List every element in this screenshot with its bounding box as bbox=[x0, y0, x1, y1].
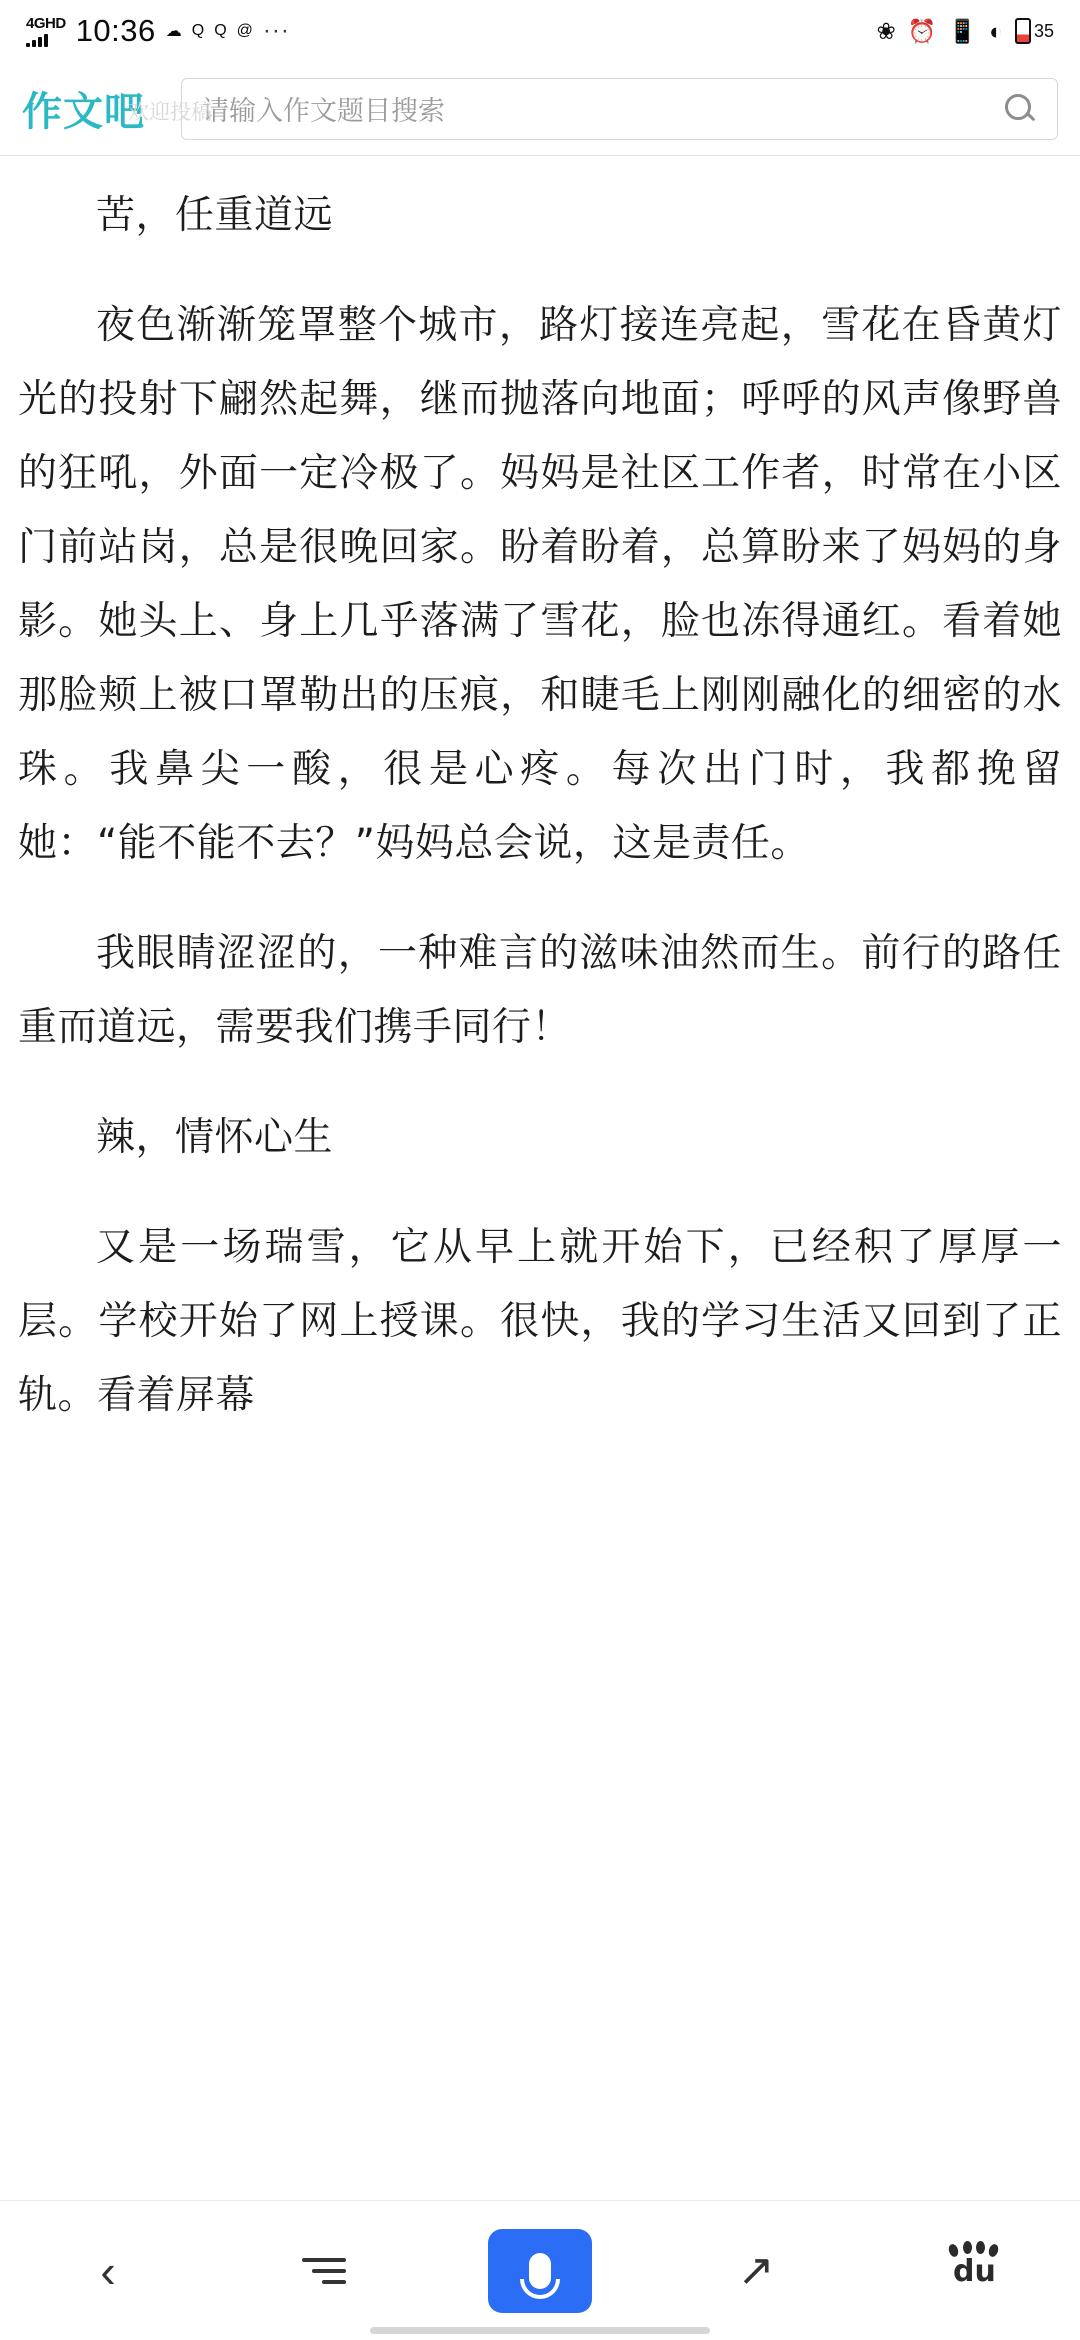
baidu-paw-icon bbox=[943, 2242, 1001, 2300]
more-dots-icon: ··· bbox=[262, 17, 290, 44]
qq-icon-2: Q bbox=[214, 22, 227, 39]
back-button[interactable] bbox=[48, 2221, 168, 2321]
article-paragraph: 夜色渐渐笼罩整个城市，路灯接连亮起，雪花在昏黄灯光的投射下翩然起舞，继而抛落向地面；呼呼的风声像野兽的狂吼，外面一定冷极了。妈妈是社区工作者，时常在小区门前站岗，总是很晚回家。盼着盼着，总算盼来了妈妈的身影。她头上、身上几乎落满了雪花，脸也冻得通红。看着她那脸颊上被口罩勒出的压痕，和睫毛上刚刚融化的细密的水珠。我鼻尖一酸，很是心疼。每次出门时，我都挽留她：“能不能不去？”妈妈总会说，这是责任。 bbox=[18, 303, 1062, 866]
home-indicator bbox=[370, 2327, 710, 2334]
vibrate-icon: 📱 bbox=[948, 17, 978, 44]
cloud-icon: ☁ bbox=[165, 23, 182, 40]
share-button[interactable] bbox=[696, 2221, 816, 2321]
search-input[interactable]: 请输入作文题目搜索 bbox=[202, 96, 445, 126]
voice-search-button[interactable] bbox=[480, 2221, 600, 2321]
network-indicator bbox=[26, 16, 66, 47]
wifi-icon: ◐ bbox=[989, 17, 1003, 44]
article-content[interactable] bbox=[0, 157, 1080, 2200]
search-bar[interactable] bbox=[181, 78, 1058, 140]
status-bar bbox=[0, 0, 1080, 62]
hamburger-menu-icon bbox=[302, 2258, 346, 2284]
status-bar-clock: 10:36 bbox=[75, 13, 156, 48]
network-type-label: 4GHD bbox=[26, 14, 66, 32]
menu-button[interactable] bbox=[264, 2221, 384, 2321]
bluetooth-icon: ❀ bbox=[876, 17, 896, 44]
article-subheading: 苦，任重道远 bbox=[96, 193, 334, 238]
search-icon[interactable] bbox=[1003, 92, 1037, 126]
status-bar-right bbox=[877, 18, 1055, 45]
microphone-icon bbox=[529, 2253, 551, 2289]
status-bar-left bbox=[26, 13, 290, 49]
qq-icon: Q bbox=[191, 22, 205, 39]
signal-bars-icon bbox=[26, 33, 48, 47]
site-logo[interactable]: 作文吧 bbox=[22, 89, 145, 135]
battery-icon bbox=[1015, 18, 1031, 44]
site-logo-subtext: 欢迎投稿 bbox=[128, 101, 212, 124]
share-arrow-icon: ↗ bbox=[737, 2245, 775, 2295]
app-header bbox=[0, 62, 1080, 156]
bottom-navigation-bar bbox=[0, 2200, 1080, 2340]
battery-indicator bbox=[1015, 18, 1054, 44]
chevron-left-icon: ‹ bbox=[100, 2244, 116, 2297]
article-subheading: 辣，情怀心生 bbox=[96, 1115, 334, 1160]
baidu-home-button[interactable] bbox=[912, 2221, 1032, 2321]
article-paragraph: 我眼睛涩涩的，一种难言的滋味油然而生。前行的路任重而道远，需要我们携手同行！ bbox=[18, 931, 1062, 1050]
alarm-icon: ⏰ bbox=[907, 17, 937, 44]
app-icon: @ bbox=[236, 22, 253, 39]
article-paragraph: 又是一场瑞雪，它从早上就开始下，已经积了厚厚一层。学校开始了网上授课。很快，我的学习生活又回到了正轨。看着屏幕 bbox=[18, 1225, 1062, 1418]
baidu-paw-label: du bbox=[953, 2253, 996, 2289]
battery-level-label: 35 bbox=[1033, 20, 1054, 41]
mic-button-background[interactable] bbox=[488, 2229, 592, 2313]
